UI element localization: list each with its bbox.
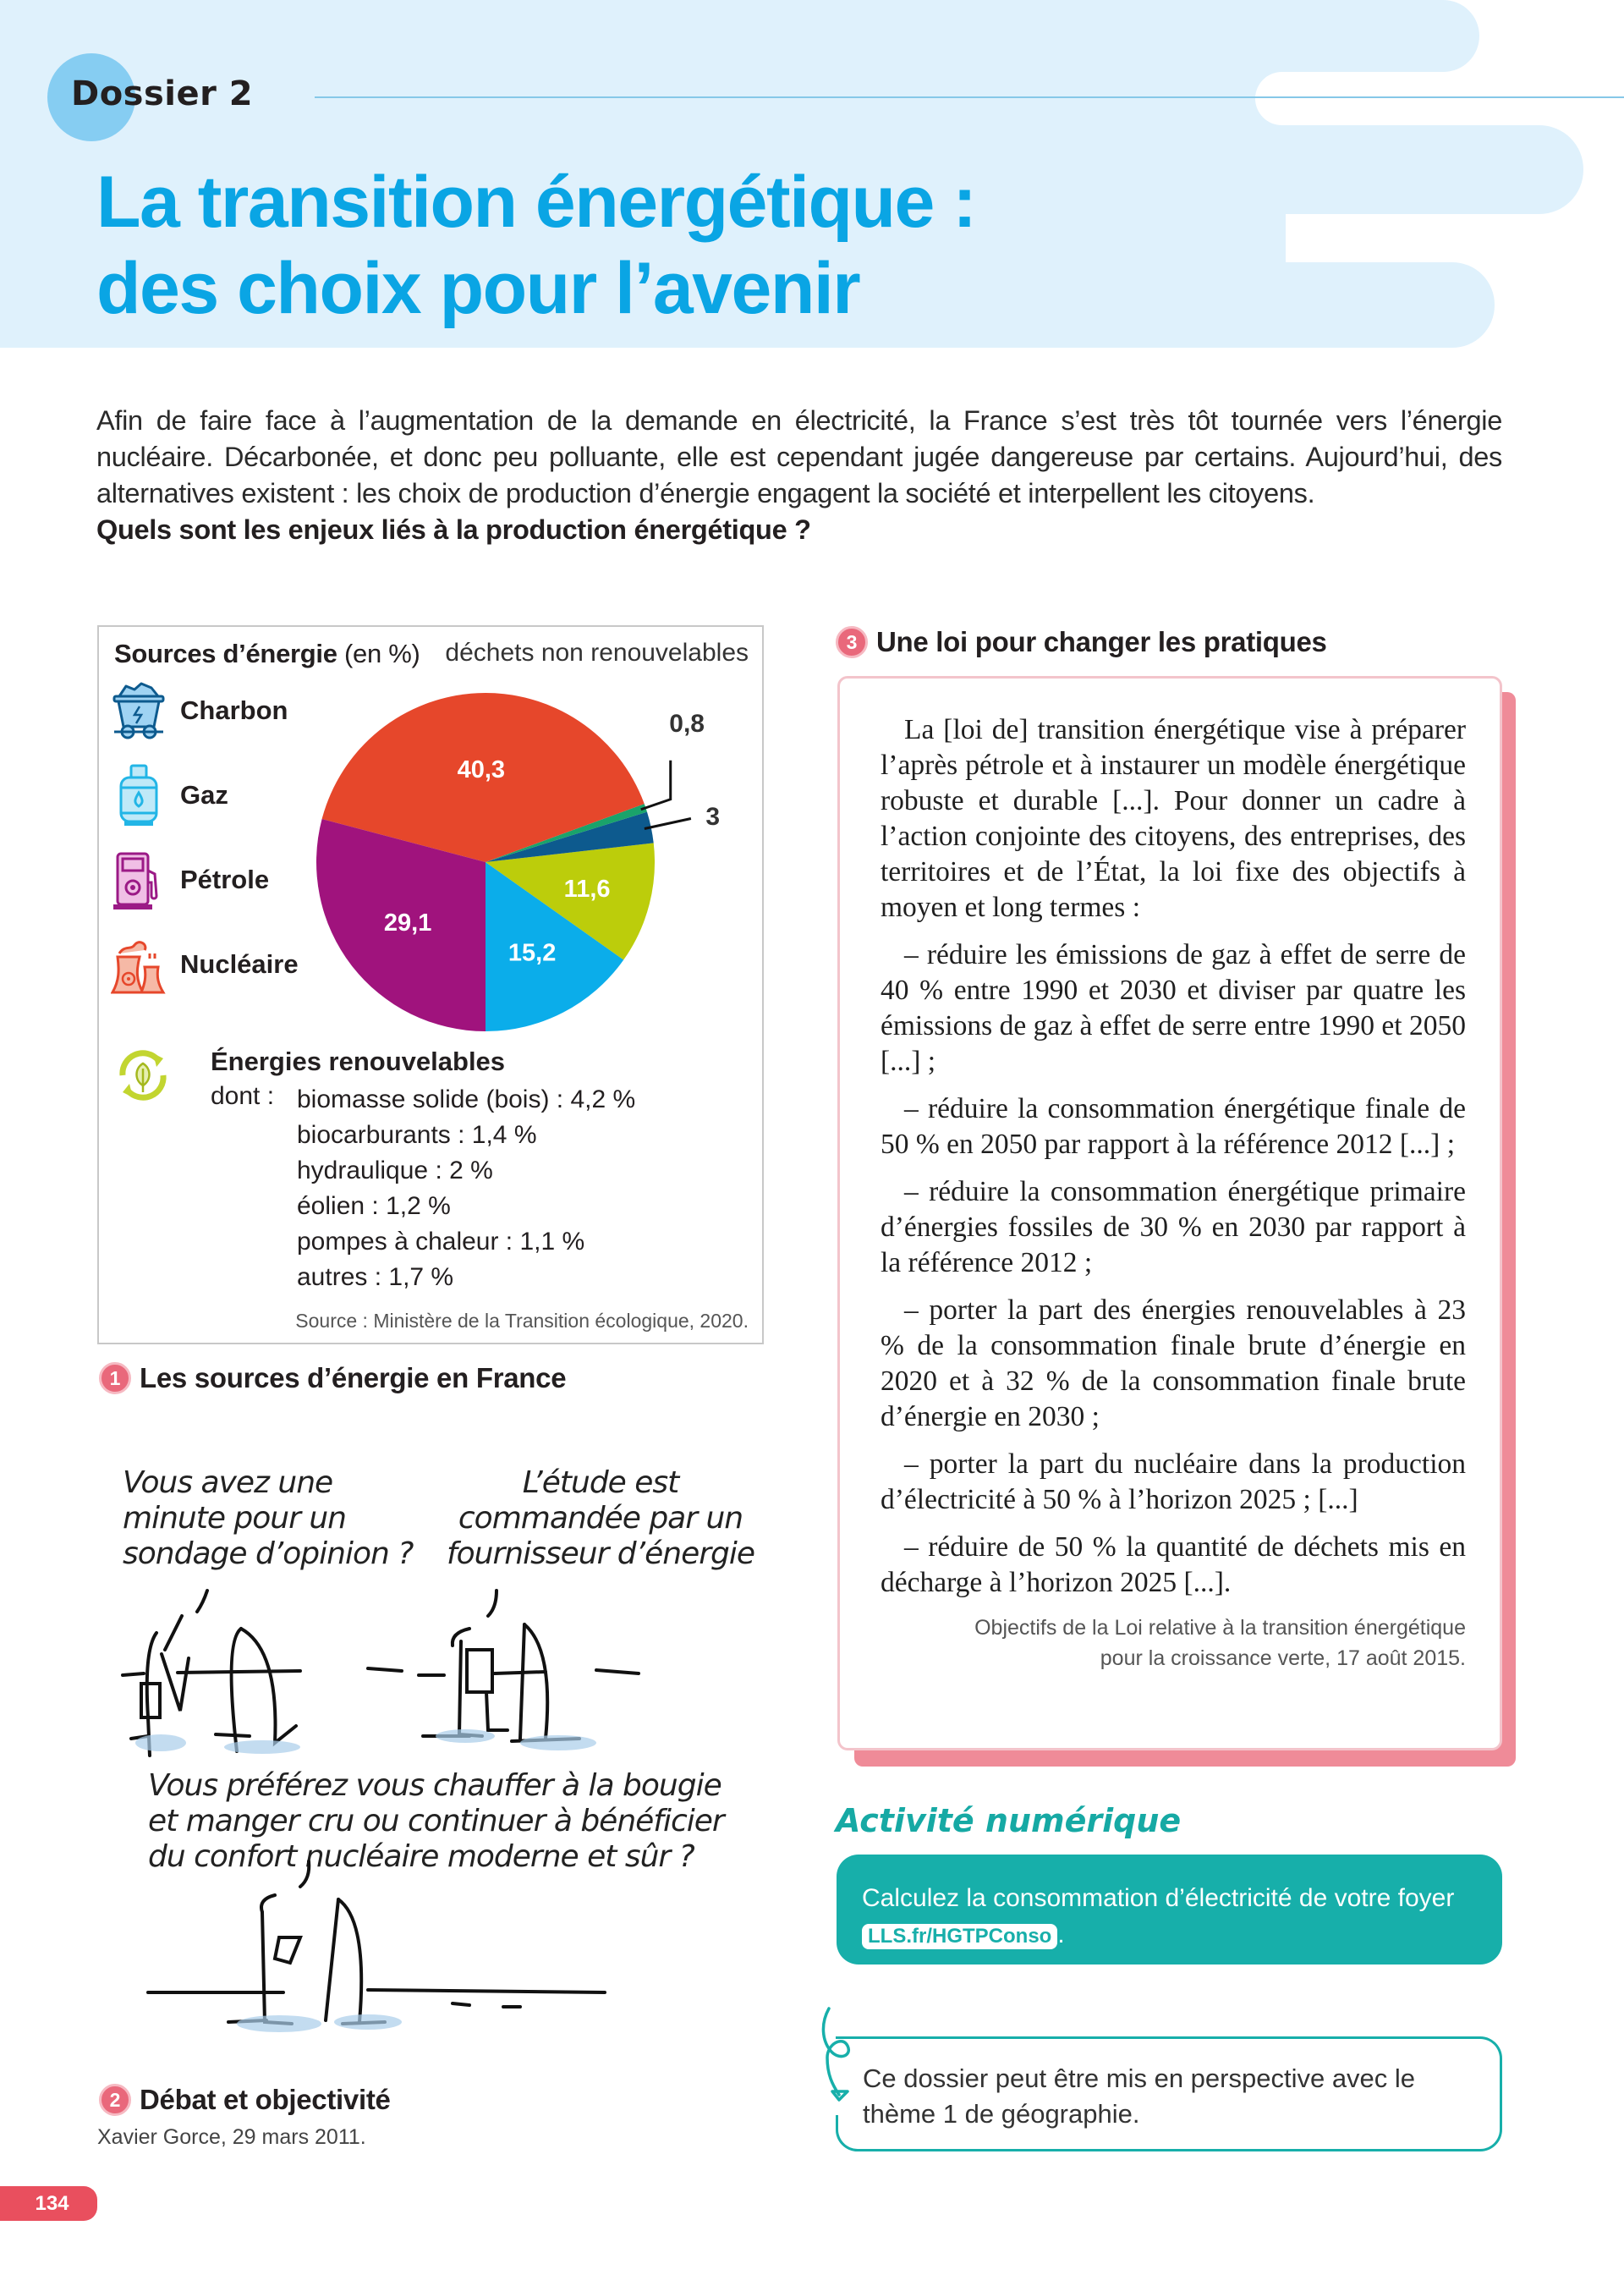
cartoon-illustration [97,1438,765,2047]
perspective-box-corner [836,2115,861,2151]
doc-number-badge: 3 [836,626,868,658]
header-cloud-gap [1255,72,1624,125]
pie-data-label: 11,6 [563,875,611,903]
legend-label: Charbon [180,695,288,725]
leader-line-dechets [641,761,671,810]
data-label-dechets: 0,8 [669,710,705,738]
speech-bubble-2: L’étude est commandée par un fournisseur d’énergie [446,1465,755,1571]
renewables-item: biomasse solide (bois) : 4,2 % [297,1085,636,1113]
renewables-list [297,1082,635,1295]
annotation-waste-label: déchets non renouvelables [445,639,749,667]
doc2-heading [99,2084,391,2116]
speech-bubble-1: Vous avez une minute pour un sondage d’opinion ? [123,1465,414,1571]
renewables-item: hydraulique : 2 % [297,1157,493,1184]
header-cloud-gap [1328,214,1624,262]
energy-sources-chart [97,625,764,1344]
chart-source: Source : Ministère de la Transition écologique, 2020. [295,1310,749,1332]
renewable-cycle-icon [111,1043,175,1107]
cartoon-credit: Xavier Gorce, 29 mars 2011. [97,2125,366,2149]
renewables-item: pompes à chaleur : 1,1 % [297,1228,585,1256]
intro-paragraph [96,403,1502,548]
activity-link[interactable]: LLS.fr/HGTPConso [862,1924,1057,1949]
law-source-line-2: pour la croissance verte, 17 août 2015. [1100,1646,1466,1670]
activity-box [837,1855,1502,1965]
chart-title-unit: (en %) [344,639,420,668]
activity-text: Calculez la consommation d’électricité de votre foyer [862,1884,1455,1912]
doc-number-badge: 1 [99,1362,131,1394]
header-cloud-band [1184,0,1479,72]
intro-question: Quels sont les enjeux liés à la production énergétique ? [96,514,811,545]
law-objective: – réduire la consommation énergétique finale de 50 % en 2050 par rapport à la référence 2012 [...] ; [881,1093,1466,1160]
law-objective: – réduire de 50 % la quantité de déchets mis en décharge à l’horizon 2025 [...]. [881,1531,1466,1598]
speech-bubble-3: Vous préférez vous chauffer à la bougie et manger cru ou continuer à bénéficier du confort nucléaire moderne et sûr ? [148,1768,724,1874]
legend-label: Pétrole [180,865,270,894]
perspective-text: Ce dossier peut être mis en perspective avec le thème 1 de géographie. [863,2063,1416,2129]
doc3-heading [836,626,1327,658]
legend-label: Nucléaire [180,949,299,979]
law-objective: – porter la part du nucléaire dans la production d’électricité à 50 % à l’horizon 2025 ; [...] [881,1448,1466,1515]
doc1-heading [99,1362,566,1394]
intro-text: Afin de faire face à l’augmentation de la demande en électricité, la France s’est très tôt tournée vers l’énergie nucléaire. Décarbonée, et donc peu polluante, elle est cependant jugée dangereuse par certains. Aujourd’hui, des alternatives existent : les choix de production d’énergie engagent la société et interpellent les citoyens. [96,405,1502,508]
header-cloud-band [1184,125,1583,214]
pie-data-label: 15,2 [508,939,557,967]
doc-number-badge: 2 [99,2084,131,2116]
page-number: 134 [0,2186,97,2221]
pie-data-label: 40,3 [457,756,506,784]
law-quote-box [837,676,1502,1750]
doc1-title: Les sources d’énergie en France [140,1362,567,1393]
pie-data-label: 29,1 [383,909,432,937]
renewables-item: biocarburants : 1,4 % [297,1121,537,1149]
renewables-title: Énergies renouvelables [211,1047,506,1076]
header-cloud-band [1184,262,1495,348]
law-paragraph: La [loi de] transition énergétique vise à préparer l’après pétrole et à instaurer un modèle énergétique robuste et durable [...]. Pour donner un cadre à l’action conjointe des citoyens, des entreprises, des territoires et de l’État, la loi fixe des objectifs à moyen et long termes : [881,714,1466,923]
renewables-item: éolien : 1,2 % [297,1192,451,1220]
activity-title: Activité numérique [836,1802,1182,1839]
law-objective: – réduire la consommation énergétique primaire d’énergies fossiles de 30 % en 2030 par rapport à la référence 2012 ; [881,1176,1466,1278]
legend-label: Gaz [180,780,228,810]
chart-title-text: Sources d’énergie [114,639,337,668]
header-rule [315,96,1624,98]
law-objective: – réduire les émissions de gaz à effet de serre de 40 % entre 1990 et 2030 et diviser par quatre les émissions de gaz à effet de serre entre 1990 et 2050 [...] ; [881,939,1466,1077]
activity-suffix: . [1057,1921,1065,1948]
renewables-item: autres : 1,7 % [297,1263,454,1291]
renewables-prefix: dont : [211,1082,275,1110]
page-title-line-1: La transition énergétique : [96,162,976,243]
page-title [96,159,1196,332]
leader-line-charbon [645,818,691,828]
doc3-title: Une loi pour changer les pratiques [876,626,1327,657]
doc2-title: Débat et objectivité [140,2084,391,2115]
data-label-charbon: 3 [705,803,720,831]
cartoon-drawing [97,1438,765,2047]
dossier-label: Dossier 2 [71,74,254,113]
law-objective: – porter la part des énergies renouvelables à 23 % de la consommation finale brute d’énergie en 2020 et à 32 % de la consommation finale brute d’énergie en 2030 ; [881,1294,1466,1432]
law-source [881,1613,1466,1673]
page-title-line-2: des choix pour l’avenir [96,248,860,329]
law-source-line-1: Objectifs de la Loi relative à la transition énergétique [974,1616,1466,1640]
